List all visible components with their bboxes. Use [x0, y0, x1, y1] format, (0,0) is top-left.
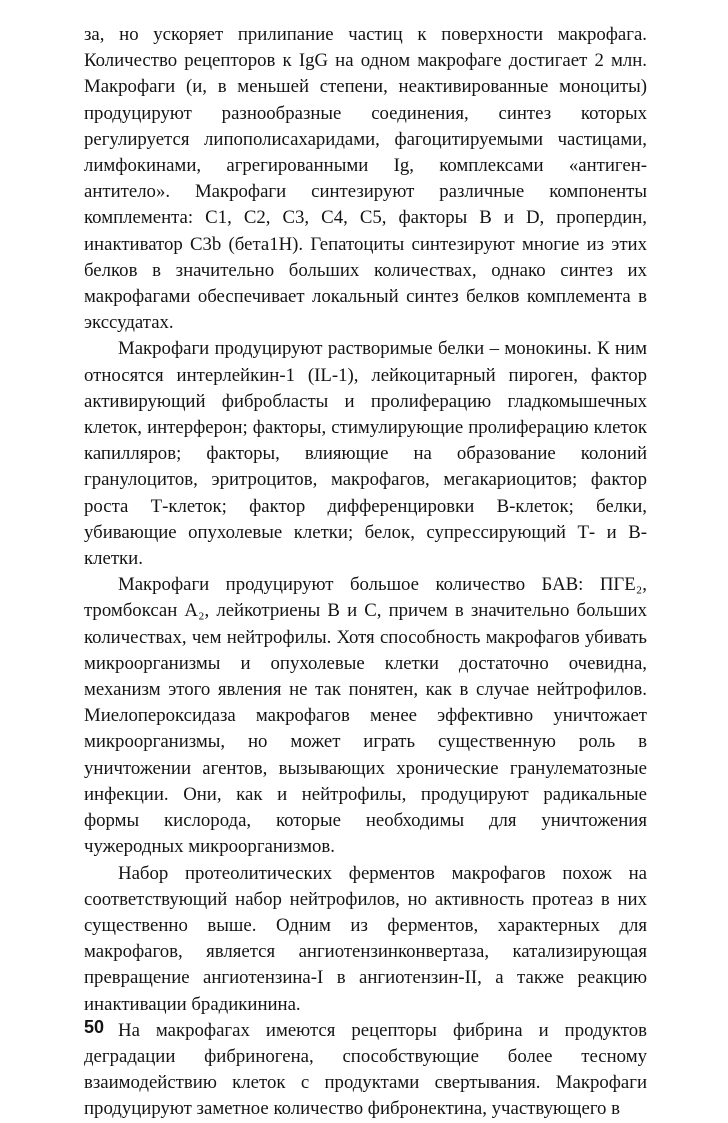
paragraph-2: Макрофаги продуцируют растворимые белки – монокины. К ним относятся интерлейкин-1 (IL-1), лейкоцитарный пироген, фактор активирующий фибробласты и пролиферацию гладкомышечных клеток, интерферон; факторы, стимулирующие пролиферацию клеток капилляров; факторы, влияющие на образование колоний гранулоцитов, эритроцитов, макрофагов, мегакариоцитов; фактор роста Т-клеток; фактор дифференцировки В-клеток; белки, убивающие опухолевые клетки; белок, супрессирующий Т- и В-клетки. — [84, 338, 647, 570]
paragraph-1: за, но ускоряет прилипание частиц к поверхности макрофага. Количество рецепторов к IgG на одном макрофаге достигает 2 млн. Макрофаги (и, в меньшей степени, неактивированные моноциты) продуцируют разнообразные соединения, синтез которых регулируется липополисахаридами, фагоцитируемыми частицами, лимфокинами, агрегированными Ig, комплексами «антиген-антитело». Макрофаги синтезируют различные компоненты комплемента: С1, С2, С3, С4, С5, факторы В и D, пропердин, инактиватор С3b (бета1Н). Гепатоциты синтезируют многие из этих белков в значительно больших количествах, однако синтез их макрофагами обеспечивает локальный синтез белков комплемента в экссудатах. — [84, 24, 647, 334]
paragraph-3: Макрофаги продуцируют большое количество БАВ: ПГЕ₂, тромбоксан А₂, лейкотриены В и С, причем в значительно больших количествах, чем нейтрофилы. Хотя способность макрофагов убивать микроорганизмы и опухолевые клетки достаточно очевидна, механизм этого явления не так понятен, как в случае нейтрофилов. Миелопероксидаза макрофагов менее эффективно уничтожает микроорганизмы, но может играть существенную роль в уничтожении агентов, вызывающих хронические гранулематозные инфекции. Они, как и нейтрофилы, продуцируют радикальные формы кислорода, которые необходимы для уничтожения чужеродных микроорганизмов. — [84, 574, 647, 858]
paragraph-4: Набор протеолитических ферментов макрофагов похож на соответствующий набор нейтрофилов, но активность протеаз в них существенно выше. Одним из ферментов, характерных для макрофагов, является ангиотензинконвертаза, катализирующая превращение ангиотензина-I в ангиотензин-II, а также реакцию инактивации брадикинина. — [84, 862, 647, 1015]
page-number: 50 — [84, 1017, 105, 1037]
paragraph-5: На макрофагах имеются рецепторы фибрина и продуктов деградации фибриногена, способствующие более тесному взаимодействию клеток с продуктами свертывания. Макрофаги продуцируют заметное количество фибронектина, участвующего в — [84, 1019, 647, 1120]
page-body — [84, 22, 647, 1123]
